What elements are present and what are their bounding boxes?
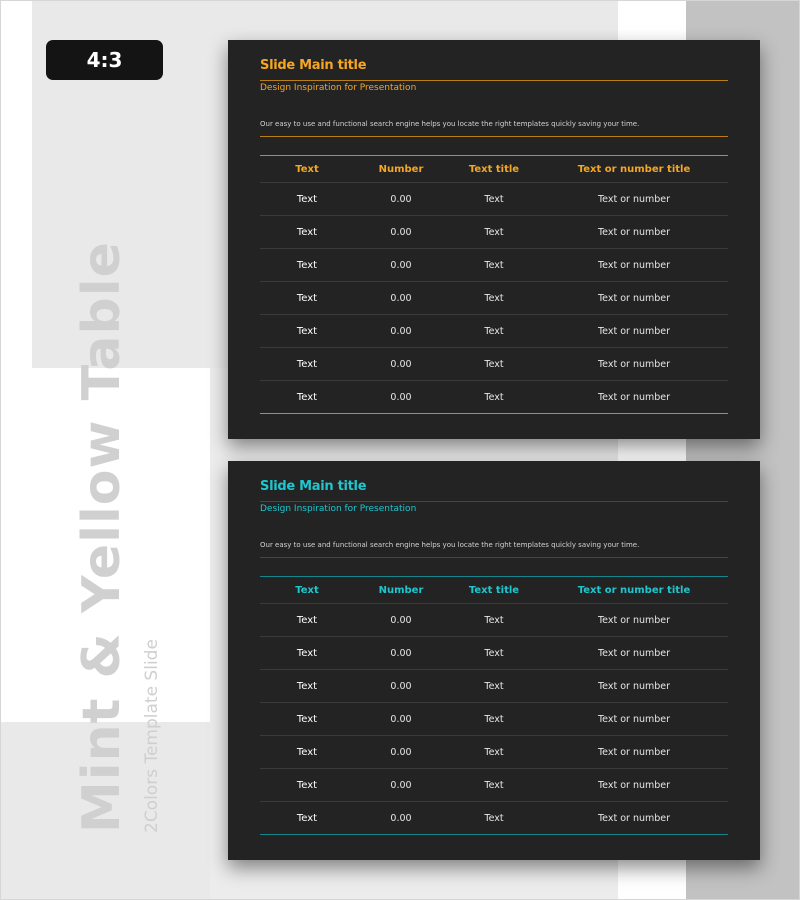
table-cell: Text or number: [540, 381, 728, 414]
table-row: [260, 670, 728, 703]
table-cell: 0.00: [354, 769, 448, 802]
table-row: [260, 604, 728, 637]
table-cell: 0.00: [354, 670, 448, 703]
column-header: Number: [378, 584, 424, 596]
column-header: Text: [295, 163, 319, 175]
table-cell: Text or number: [540, 183, 728, 216]
table-cell: Text: [448, 249, 540, 282]
table-cell: 0.00: [354, 381, 448, 414]
table-cell: Text: [448, 802, 540, 835]
table-header-row: [260, 577, 728, 604]
table-cell: Text or number: [540, 637, 728, 670]
table-row: [260, 315, 728, 348]
slide-subtitle: Design Inspiration for Presentation: [260, 83, 417, 93]
table-cell: Text: [448, 348, 540, 381]
side-subtitle: 2Colors Template Slide: [142, 639, 162, 833]
table-cell: 0.00: [354, 802, 448, 835]
side-title: Mint & Yellow Table: [72, 241, 132, 833]
table-cell: Text or number: [540, 348, 728, 381]
table-cell: Text: [448, 604, 540, 637]
table-cell: 0.00: [354, 637, 448, 670]
title-divider: [260, 501, 728, 502]
table-cell: 0.00: [354, 348, 448, 381]
table-row: [260, 769, 728, 802]
slide-subtitle: Design Inspiration for Presentation: [260, 504, 417, 514]
table-cell: 0.00: [354, 183, 448, 216]
description-divider: [260, 557, 728, 558]
aspect-ratio-badge: 4:3: [46, 40, 163, 80]
table-cell: 0.00: [354, 216, 448, 249]
table-row: [260, 381, 728, 414]
table-row: [260, 183, 728, 216]
table-cell: Text: [448, 736, 540, 769]
column-header: Text or number title: [577, 163, 691, 175]
data-table: [260, 155, 728, 414]
table-cell: Text or number: [540, 736, 728, 769]
table-row: [260, 637, 728, 670]
table-cell: Text: [260, 670, 354, 703]
table-cell: Text: [260, 604, 354, 637]
table-row: [260, 802, 728, 835]
column-header: Text title: [468, 163, 520, 175]
table-cell: Text: [260, 216, 354, 249]
data-table: [260, 576, 728, 835]
table-cell: 0.00: [354, 703, 448, 736]
table-cell: 0.00: [354, 249, 448, 282]
table-cell: Text or number: [540, 604, 728, 637]
table-cell: 0.00: [354, 604, 448, 637]
table-cell: 0.00: [354, 736, 448, 769]
slide-title: Slide Main title: [260, 58, 367, 73]
column-header: Text: [295, 584, 319, 596]
table-cell: 0.00: [354, 282, 448, 315]
table-row: [260, 216, 728, 249]
table-row: [260, 249, 728, 282]
slide-description: Our easy to use and functional search engine helps you locate the right templates quickly saving your time.: [260, 541, 640, 549]
table-cell: Text: [260, 282, 354, 315]
table-cell: Text: [448, 315, 540, 348]
table-cell: Text: [260, 348, 354, 381]
slide-preview-mint: [228, 461, 760, 860]
column-header: Text or number title: [577, 584, 691, 596]
table-cell: Text: [448, 183, 540, 216]
table-cell: Text: [448, 637, 540, 670]
table-cell: Text: [260, 249, 354, 282]
table-row: [260, 348, 728, 381]
table-cell: Text or number: [540, 802, 728, 835]
table-cell: Text or number: [540, 703, 728, 736]
table-cell: Text: [448, 703, 540, 736]
table-cell: Text or number: [540, 315, 728, 348]
table-cell: Text or number: [540, 216, 728, 249]
table-cell: Text or number: [540, 670, 728, 703]
table-cell: Text: [448, 381, 540, 414]
slide-title: Slide Main title: [260, 479, 367, 494]
description-divider: [260, 136, 728, 137]
table-row: [260, 703, 728, 736]
table-cell: Text: [448, 282, 540, 315]
table-cell: Text: [260, 637, 354, 670]
table-cell: Text: [260, 736, 354, 769]
table-cell: Text: [260, 703, 354, 736]
table-cell: Text or number: [540, 282, 728, 315]
table-cell: Text: [448, 216, 540, 249]
table-row: [260, 282, 728, 315]
title-divider: [260, 80, 728, 81]
table-cell: Text: [260, 802, 354, 835]
table-cell: Text or number: [540, 769, 728, 802]
table-header-row: [260, 156, 728, 183]
table-cell: Text: [448, 670, 540, 703]
column-header: Number: [378, 163, 424, 175]
table-cell: Text: [448, 769, 540, 802]
column-header: Text title: [468, 584, 520, 596]
table-cell: Text: [260, 183, 354, 216]
table-cell: Text: [260, 381, 354, 414]
slide-preview-yellow: [228, 40, 760, 439]
table-cell: 0.00: [354, 315, 448, 348]
table-cell: Text: [260, 769, 354, 802]
table-cell: Text or number: [540, 249, 728, 282]
table-cell: Text: [260, 315, 354, 348]
table-row: [260, 736, 728, 769]
slide-description: Our easy to use and functional search engine helps you locate the right templates quickly saving your time.: [260, 120, 640, 128]
